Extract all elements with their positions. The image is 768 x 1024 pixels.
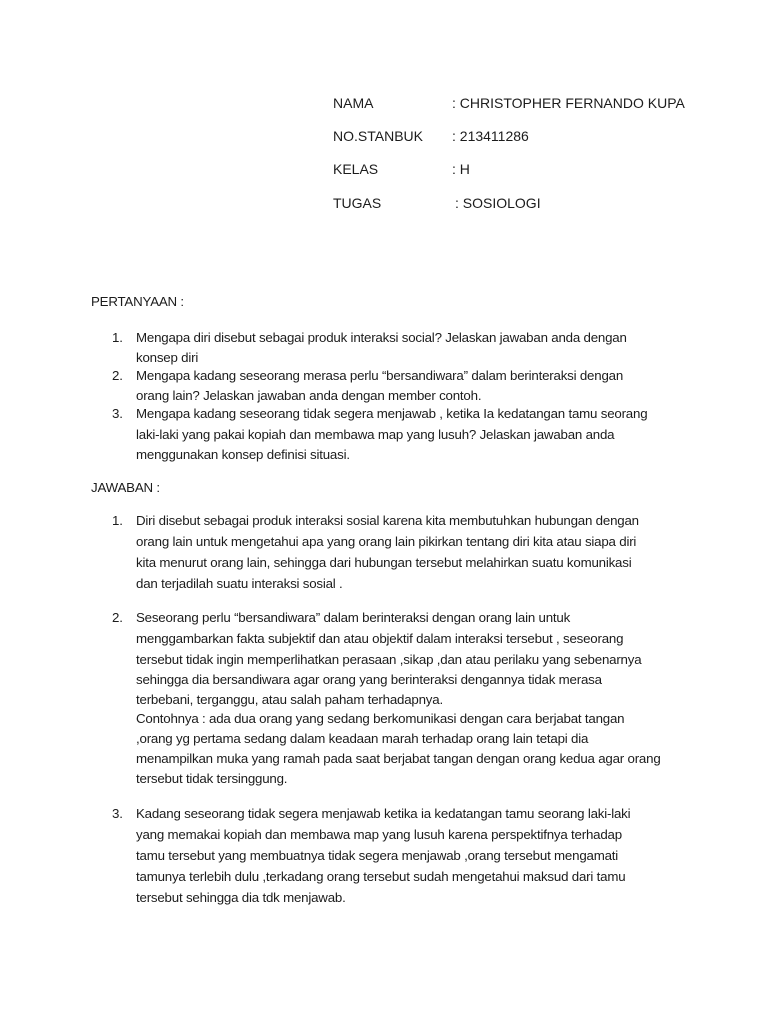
answer-line: kita menurut orang lain, sehingga dari hubungan tersebut melahirkan suatu komunikasi — [136, 555, 632, 570]
stanbuk-label: NO.STANBUK — [333, 128, 423, 144]
answer-line: Seseorang perlu “bersandiwara” dalam berinteraksi dengan orang lain untuk — [136, 610, 571, 625]
question-line: Mengapa diri disebut sebagai produk interaksi social? Jelaskan jawaban anda dengan — [136, 330, 627, 345]
question-line: menggunakan konsep definisi situasi. — [136, 447, 350, 462]
nama-value: : CHRISTOPHER FERNANDO KUPA — [452, 95, 685, 111]
kelas-label: KELAS — [333, 161, 379, 177]
answer-line: yang memakai kopiah dan membawa map yang lusuh karena perspektifnya terhadap — [136, 827, 622, 842]
answer-line: tersebut tidak tersinggung. — [136, 771, 288, 786]
jawaban-heading: JAWABAN : — [91, 480, 160, 495]
question-line: Mengapa kadang seseorang tidak segera menjawab , ketika Ia kedatangan tamu seorang — [136, 406, 648, 421]
answer-line: menggambarkan fakta subjektif dan atau objektif dalam interaksi tersebut , seseorang — [136, 631, 624, 646]
answer-line: tersebut sehingga dia tdk menjawab. — [136, 890, 346, 905]
answer-line: tersebut tidak ingin memperlihatkan perasaan ,sikap ,dan atau perilaku yang sebenarnya — [136, 652, 642, 667]
answer-number: 3. — [112, 806, 123, 821]
answer-line: ,orang yg pertama sedang dalam keadaan marah terhadap orang lain tetapi dia — [136, 731, 589, 746]
answer-line: Kadang seseorang tidak segera menjawab ketika ia kedatangan tamu seorang laki-laki — [136, 806, 631, 821]
answer-line: Contohnya : ada dua orang yang sedang berkomunikasi dengan cara berjabat tangan — [136, 711, 625, 726]
answer-line: menampilkan muka yang ramah pada saat berjabat tangan dengan orang kedua agar orang — [136, 751, 661, 766]
answer-number: 1. — [112, 513, 123, 528]
nama-label: NAMA — [333, 95, 374, 111]
question-line: laki-laki yang pakai kopiah dan membawa map yang lusuh? Jelaskan jawaban anda — [136, 427, 615, 442]
question-line: orang lain? Jelaskan jawaban anda dengan member contoh. — [136, 388, 482, 403]
question-number: 2. — [112, 368, 123, 383]
question-number: 3. — [112, 406, 123, 421]
answer-line: tamu tersebut yang membuatnya tidak segera menjawab ,orang tersebut mengamati — [136, 848, 619, 863]
answer-line: terbebani, terganggu, atau salah paham terhadapnya. — [136, 692, 443, 707]
answer-line: sehingga dia bersandiwara agar orang yang berinteraksi dengannya tidak merasa — [136, 672, 602, 687]
question-number: 1. — [112, 330, 123, 345]
tugas-value: : SOSIOLOGI — [455, 195, 541, 211]
answer-line: dan terjadilah suatu interaksi sosial . — [136, 576, 343, 591]
stanbuk-value: : 213411286 — [452, 128, 529, 144]
answer-number: 2. — [112, 610, 123, 625]
tugas-label: TUGAS — [333, 195, 382, 211]
kelas-value: : H — [452, 161, 470, 177]
pertanyaan-heading: PERTANYAAN : — [91, 294, 184, 309]
answer-line: Diri disebut sebagai produk interaksi sosial karena kita membutuhkan hubungan dengan — [136, 513, 639, 528]
question-line: konsep diri — [136, 350, 199, 365]
question-line: Mengapa kadang seseorang merasa perlu “bersandiwara” dalam berinteraksi dengan — [136, 368, 624, 383]
answer-line: orang lain untuk mengetahui apa yang orang lain pikirkan tentang diri kita atau siapa diri — [136, 534, 637, 549]
answer-line: tamunya terlebih dulu ,terkadang orang tersebut sudah mengetahui maksud dari tamu — [136, 869, 626, 884]
